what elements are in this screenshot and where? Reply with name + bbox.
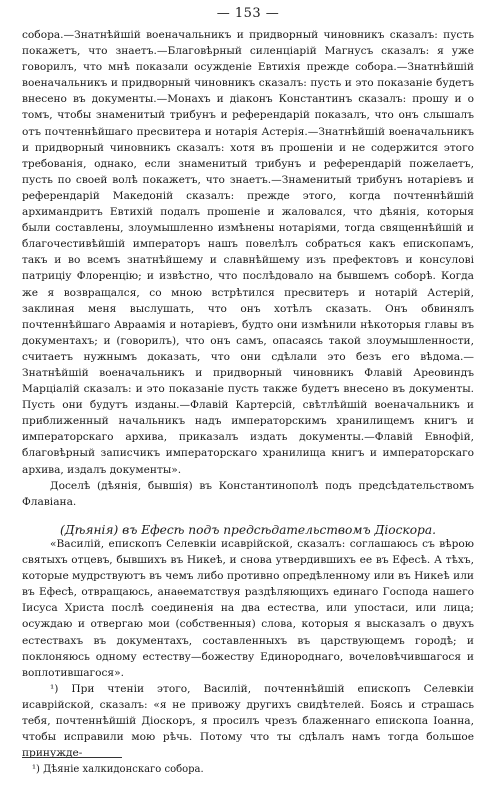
main-text bbox=[22, 27, 474, 544]
paragraph: Доселѣ (дѣянія, бывшія) въ Константинополѣ подъ предсѣдательствомъ Флавіана. bbox=[22, 479, 474, 508]
paragraph: собора.—Знатнѣйшій военачальникъ и придворный чиновникъ сказалъ: пусть покажетъ, что знаетъ.—Благовѣрный силенціарій Магнусъ сказалъ: я уже говорилъ, что мнѣ показали осужденіе Евтихія прежде собора.—Знатнѣйшій военачальникъ и придворный чиновникъ сказалъ: пусть и это показаніе будетъ внесено въ документы.—Монахъ и діаконъ Константинъ сказалъ: прошу и о томъ, чтобы знаменитый трибунъ и референдарій показалъ, что онъ слышалъ отъ почтеннѣйшаго пресвитера и нотарія Астерія.—Знатнѣйшій военачальникъ и придворный чиновникъ сказалъ: хотя въ прошеніи и не содержится этого требованія, однако, если знаменитый трибунъ и референдарій пожелаетъ, пусть по своей волѣ покажетъ, что знаетъ.—Знаменитый трибунъ нотаріевъ и референдарій Македоній сказалъ: прежде этого, когда почтеннѣйшій архимандритъ Евтихій подалъ прошеніе и жаловался, что дѣянія, которыя были составлены, злоумышленно измѣнены нотаріями, тогда священнѣйшій и благочестивѣйшій императоръ нашъ повелѣлъ собраться какъ епископамъ, такъ и во всемъ знатнѣйшему и славнѣйшему изъ префектовъ и консулові патриціу Флоренцію; и извѣстно, что послѣдовало на бывшемъ соборѣ. Когда же я возвращался, со мною встрѣтился пресвитеръ и нотарій Астерій, заклиная меня выслушать, что онъ хотѣлъ сказать. Онъ обвинялъ почтеннѣйшаго Авраамія и нотаріевъ, будто они измѣнили нѣкоторыя главы въ документахъ; и (говорилъ), что онъ самъ, опасаясь такой злоумышленности, считаетъ нужнымъ доказать, что они сдѣлали это безъ его вѣдома.—Знатнѣйшій военачальникъ и придворный чиновникъ Флавій Ареовиндъ Марціалій сказалъ: и это показаніе пусть также будетъ внесено въ документы. Пусть они будутъ изданы.—Флавій Картерсій, свѣтлѣйшій военачальникъ и приближенный начальникъ надъ императорскимъ хранилищемъ книгъ и императорскаго архива, приказалъ издать документы.—Флавій Евнофій, благовѣрный записчикъ императорскаго хранилища книгъ и императорскаго архива, издалъ документы». bbox=[22, 29, 474, 476]
footnote-rule bbox=[22, 757, 122, 758]
section-title: (Дѣянія) въ Ефесѣ подъ предсѣдательствомъ Діоскора. bbox=[60, 522, 436, 537]
paragraph: ¹) При чтеніи этого, Василій, почтеннѣйшій епископъ Селевкіи исаврійской, сказалъ: «я не привожу другихъ свидѣтелей. Боясь и страшась тебя, почтеннѣйшій Діоскоръ, я просилъ чрезъ блаженнаго епископа Іоанна, чтобы исправили мою рѣчь. Потому что ты сдѣлалъ намъ тогда большое принужде- bbox=[22, 682, 474, 760]
footnote: ¹) Дѣяніе халкидонскаго собора. bbox=[32, 764, 204, 775]
lower-text bbox=[22, 536, 474, 761]
page-number: — 153 — bbox=[216, 6, 280, 21]
paragraph: «Василій, епископъ Селевкіи исаврійской, сказалъ: соглашаюсь съ вѣрою святыхъ отцевъ, бывшихъ въ Никеѣ, и снова утвердившихъ ее въ Ефесѣ. А тѣхъ, которые мудрствуютъ въ чемъ либо противно опредѣленному или въ Никеѣ или въ Ефесѣ, отвращаюсь, анаѳематствуя раздѣляющихъ единаго Господа нашего Іисуса Христа послѣ соединенія на два естества, или упостаси, или лица; осуждаю и отвергаю мои (собственныя) слова, которыя я высказалъ о двухъ естествахъ въ документахъ, составленныхъ въ царствующемъ городѣ; и поклоняюсь одному естеству—божеству Единороднаго, вочеловѣчившагося и воплотившагося». bbox=[22, 538, 474, 679]
